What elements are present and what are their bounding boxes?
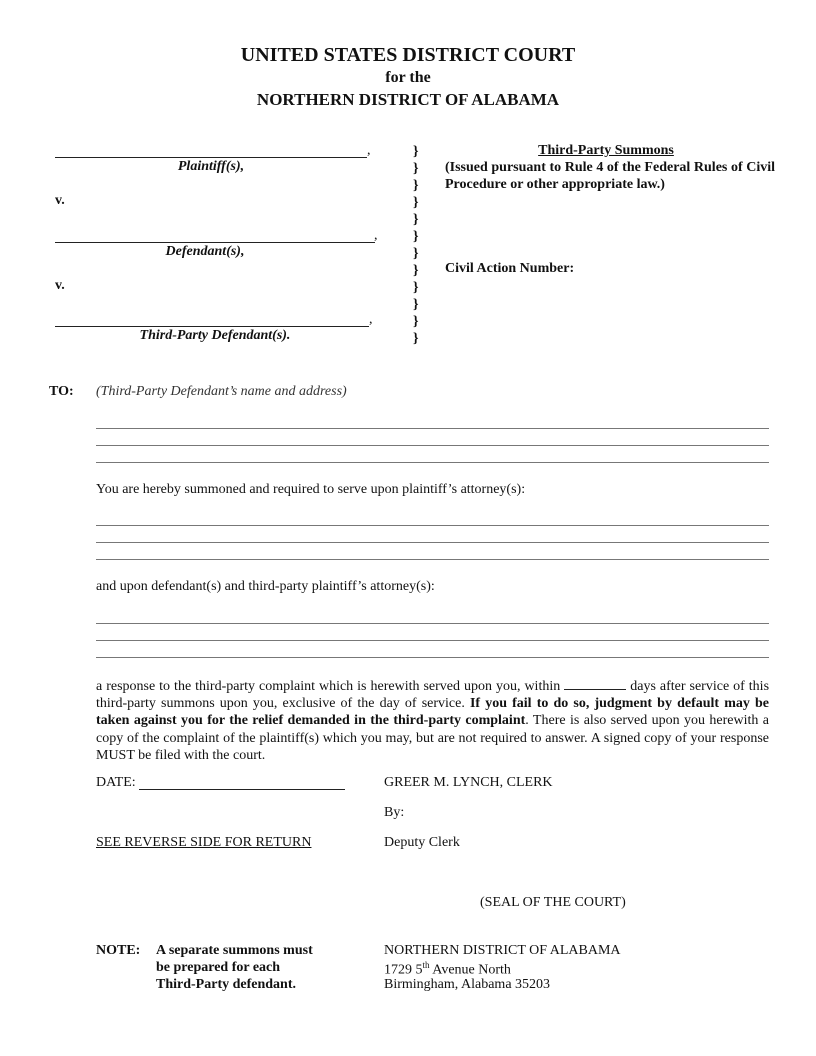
date-line[interactable] <box>139 789 345 790</box>
to-hint: (Third-Party Defendant’s name and address) <box>96 384 347 399</box>
caption-brace: } <box>413 331 419 346</box>
summoned-text: You are hereby summoned and required to serve upon plaintiff’s attorney(s): <box>96 482 526 497</box>
address-district: NORTHERN DISTRICT OF ALABAMA <box>384 943 621 958</box>
defendant-line[interactable] <box>55 242 375 243</box>
plaintiff-label: Plaintiff(s), <box>177 159 245 174</box>
caption-brace: } <box>413 178 419 193</box>
versus-label-2: v. <box>55 278 65 293</box>
plaintiff-line[interactable] <box>55 157 367 158</box>
caption-brace: } <box>413 246 419 261</box>
caption-brace: } <box>413 297 419 312</box>
response-default-warning: If you fail to do so, judgment by default may be taken against you for the relief demanded in the third-party complaint <box>96 696 769 729</box>
plaintiff-attorney-line[interactable] <box>96 542 769 543</box>
court-for-the: for the <box>385 69 431 86</box>
response-part3: . There is also served upon you herewith a copy of the complaint of the plaintiff(s) which you may, but are not required to answer. A signed copy of your response MUST be filed with the court. <box>96 713 769 763</box>
note-line-1: A separate summons must <box>156 943 313 958</box>
defendant-attorney-line[interactable] <box>96 623 769 624</box>
note-label: NOTE: <box>96 943 141 958</box>
defendant-comma: , <box>374 228 378 243</box>
days-blank[interactable] <box>564 677 626 690</box>
reverse-side-note: SEE REVERSE SIDE FOR RETURN <box>96 835 312 850</box>
street-name: Avenue North <box>429 962 511 978</box>
to-address-line[interactable] <box>96 462 769 463</box>
street-number: 1729 5 <box>384 962 423 978</box>
court-district: NORTHERN DISTRICT OF ALABAMA <box>256 90 560 109</box>
defendant-label: Defendant(s), <box>165 244 245 259</box>
caption-brace: } <box>413 263 419 278</box>
issued-note: (Issued pursuant to Rule 4 of the Federal Rules of Civil Procedure or other appropriate law.) <box>445 160 775 192</box>
summons-title: Third-Party Summons <box>538 143 674 158</box>
plaintiff-attorney-line[interactable] <box>96 559 769 560</box>
note-line-2: be prepared for each <box>156 960 281 975</box>
defendant-attorney-line[interactable] <box>96 657 769 658</box>
to-address-line[interactable] <box>96 445 769 446</box>
third-party-defendant-label: Third-Party Defendant(s). <box>139 328 291 343</box>
by-label: By: <box>384 805 405 820</box>
note-line-3: Third-Party defendant. <box>156 977 296 992</box>
response-paragraph <box>96 677 769 764</box>
caption-brace: } <box>413 161 419 176</box>
caption-brace: } <box>413 314 419 329</box>
plaintiff-attorney-line[interactable] <box>96 525 769 526</box>
street-ordinal: th <box>422 960 430 970</box>
caption-brace: } <box>413 280 419 295</box>
response-part2: days after service of this third-party summons upon you, exclusive of the day of service. <box>96 679 770 712</box>
third-party-comma: , <box>369 312 373 327</box>
plaintiff-comma: , <box>367 143 371 158</box>
seal-label: (SEAL OF THE COURT) <box>480 895 626 910</box>
to-label: TO: <box>49 384 74 399</box>
clerk-name: GREER M. LYNCH, CLERK <box>384 775 553 790</box>
caption-brace: } <box>413 229 419 244</box>
deputy-clerk-label: Deputy Clerk <box>384 835 460 850</box>
versus-label-1: v. <box>55 193 65 208</box>
defendant-attorney-line[interactable] <box>96 640 769 641</box>
caption-brace: } <box>413 212 419 227</box>
court-name: UNITED STATES DISTRICT COURT <box>240 44 576 66</box>
third-party-defendant-line[interactable] <box>55 326 369 327</box>
address-street <box>384 960 511 979</box>
defendant-attorney-text: and upon defendant(s) and third-party plaintiff’s attorney(s): <box>96 579 435 594</box>
date-label: DATE: <box>96 775 136 790</box>
caption-brace: } <box>413 144 419 159</box>
civil-action-label: Civil Action Number: <box>445 261 575 276</box>
response-part1: a response to the third-party complaint which is herewith served upon you, within <box>96 679 561 694</box>
to-address-line[interactable] <box>96 428 769 429</box>
caption-brace: } <box>413 195 419 210</box>
address-city: Birmingham, Alabama 35203 <box>384 977 551 992</box>
